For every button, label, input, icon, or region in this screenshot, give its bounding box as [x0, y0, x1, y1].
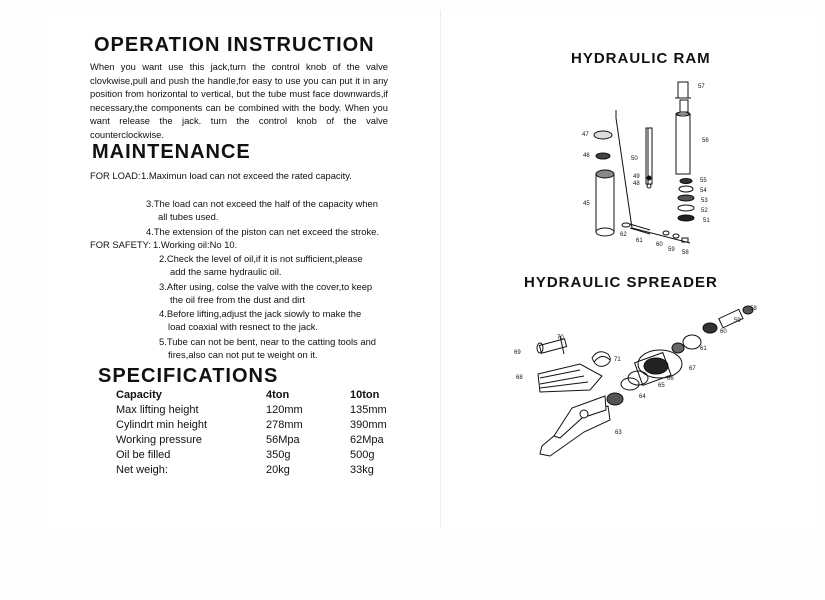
- load-item: 1.Maximun load can not exceed the rated capacity.: [141, 170, 352, 181]
- load-item: 4.The extension of the piston can net exceed the stroke.: [146, 226, 379, 237]
- ram-part-label: 48: [633, 181, 640, 187]
- safety-item: fires,also can not put te weight on it.: [168, 349, 318, 360]
- specifications-title: SPECIFICATIONS: [98, 365, 279, 387]
- spreader-part-label: 65: [658, 383, 665, 389]
- ram-part-label: 53: [701, 198, 708, 204]
- table-cell: Working pressure: [116, 433, 202, 446]
- safety-item: add the same hydraulic oil.: [170, 266, 282, 277]
- table-row: [116, 462, 387, 477]
- table-row: [116, 402, 387, 417]
- load-item: all tubes used.: [158, 211, 219, 222]
- ram-part-label: 62: [620, 232, 627, 238]
- table-cell: 56Mpa: [266, 433, 300, 446]
- safety-item: load coaxial with resnect to the jack.: [168, 321, 319, 332]
- ram-part-label: 54: [700, 188, 707, 194]
- table-cell: Net weigh:: [116, 463, 168, 476]
- spreader-part-label: 58: [750, 306, 757, 312]
- load-item: 3.The load can not exceed the half of the capacity when: [146, 198, 378, 209]
- hydraulic-ram-title: HYDRAULIC RAM: [571, 50, 711, 67]
- load-label: FOR LOAD:: [90, 170, 141, 181]
- ram-part-label: 47: [582, 132, 589, 138]
- spreader-part-label: 63: [615, 430, 622, 436]
- safety-label: FOR SAFETY:: [90, 239, 151, 250]
- table-cell: 350g: [266, 448, 291, 461]
- table-cell: 390mm: [350, 418, 387, 431]
- safety-item: 1.Working oil:No 10.: [153, 239, 238, 250]
- ram-part-label: 59: [668, 247, 675, 253]
- spreader-part-label: 59: [734, 318, 741, 324]
- ram-part-label: 55: [700, 178, 707, 184]
- table-row: [116, 447, 387, 462]
- spreader-part-label: 69: [514, 350, 521, 356]
- ram-part-label: 58: [682, 250, 689, 256]
- hydraulic-spreader-title: HYDRAULIC SPREADER: [524, 274, 718, 291]
- table-header-cell: Capacity: [116, 388, 162, 401]
- ram-part-label: 49: [633, 174, 640, 180]
- table-row: [116, 387, 387, 402]
- table-row: [116, 417, 387, 432]
- specifications-table: [116, 387, 387, 477]
- ram-part-label: 45: [583, 201, 590, 207]
- safety-item: 2.Check the level of oil,if it is not sufficient,please: [159, 253, 363, 264]
- safety-item: 3.After using, colse the valve with the cover,to keep: [159, 281, 373, 292]
- hydraulic-spreader-diagram: [510, 296, 770, 476]
- table-cell: Cylindrt min height: [116, 418, 208, 431]
- ram-part-label: 50: [631, 156, 638, 162]
- safety-item: the oil free from the dust and dirt: [170, 294, 305, 305]
- table-row: [116, 432, 387, 447]
- spreader-part-label: 67: [689, 366, 696, 372]
- spreader-part-label: 70: [557, 335, 564, 341]
- spreader-part-label: 64: [639, 394, 646, 400]
- ram-part-label: 57: [698, 84, 705, 90]
- table-cell: 20kg: [266, 463, 290, 476]
- ram-part-label: 60: [656, 242, 663, 248]
- safety-item: 5.Tube can not be bent, near to the catting tools and: [159, 336, 376, 347]
- table-cell: Oil be filled: [116, 448, 171, 461]
- table-header-cell: 4ton: [266, 388, 290, 401]
- spreader-part-label: 68: [516, 375, 523, 381]
- table-cell: 135mm: [350, 403, 387, 416]
- ram-part-label: 56: [702, 138, 709, 144]
- ram-part-label: 51: [703, 218, 710, 224]
- table-cell: 33kg: [350, 463, 374, 476]
- operation-text: When you want use this jack,turn the control knob of the valve clovkwise,pull and push the handle,for easy to use you can put it in any position from horizontal to vertical, but the tube must face downwards,if necessary,the components can be combined with the body. When you want release the jack. turn the control knob of the valve counterclockwise.: [90, 61, 388, 140]
- maintenance-title: MAINTENANCE: [92, 141, 251, 163]
- table-cell: 62Mpa: [350, 433, 384, 446]
- spreader-part-label: 66: [667, 376, 674, 382]
- safety-item: 4.Before lifting,adjust the jack siowly to make the: [159, 308, 362, 319]
- table-cell: 278mm: [266, 418, 303, 431]
- page-fold: [440, 10, 441, 528]
- spreader-part-label: 71: [614, 357, 621, 363]
- operation-title: OPERATION INSTRUCTION: [94, 34, 375, 56]
- table-cell: 500g: [350, 448, 375, 461]
- table-cell: Max lifting height: [116, 403, 199, 416]
- table-header-cell: 10ton: [350, 388, 380, 401]
- ram-part-label: 61: [636, 238, 643, 244]
- spreader-part-label: 61: [700, 346, 707, 352]
- spreader-part-label: 60: [720, 329, 727, 335]
- ram-part-label: 46: [583, 153, 590, 159]
- hydraulic-ram-diagram: [570, 78, 770, 258]
- ram-part-label: 52: [701, 208, 708, 214]
- table-cell: 120mm: [266, 403, 303, 416]
